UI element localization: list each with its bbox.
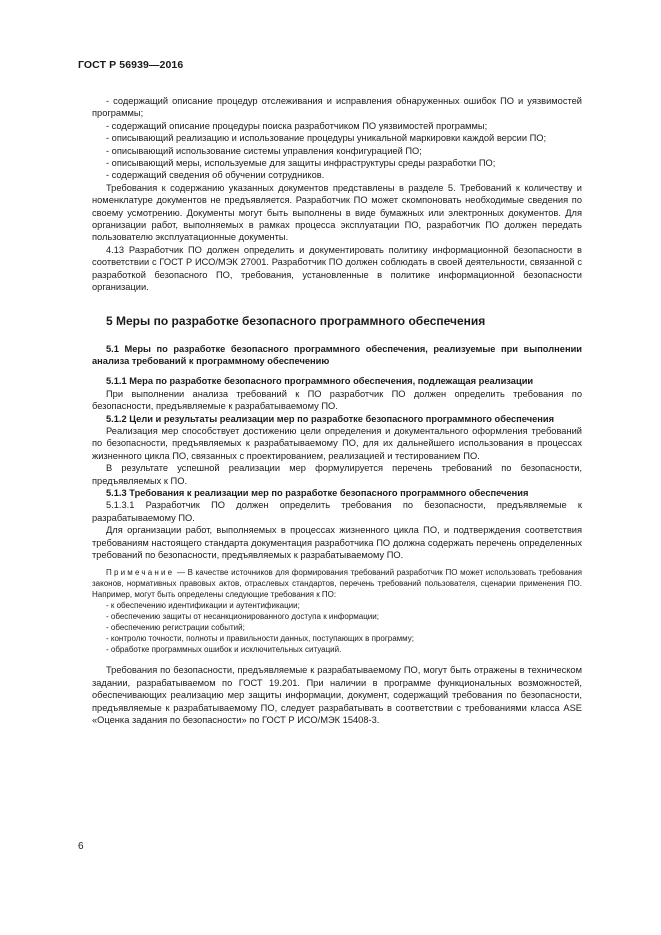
note-item: - обеспечению защиты от несанкционированного доступа к информации; [106,612,379,622]
clause-5-1-3-heading: 5.1.3 Требования к реализации мер по разработке безопасного программного обеспечения [106,487,529,498]
final-paragraph: Требования по безопасности, предъявляемые к разрабатываемому ПО, могут быть отражены в техническом задании, разрабатываемом по ГОСТ 19.201. При наличии в программе функциональных возможностей, обеспечивающих реализацию мер защиты информации, документ, содержащий требования по безопасности, предъявляемые к разрабатываемому ПО, следует разрабатывать в соответствии с требованиями класса ASE «Оценка задания по безопасности» по ГОСТ Р ИСО/МЭК 15408-3. [92,665,582,726]
list-item: - содержащий сведения об обучении сотрудников. [106,170,325,181]
note-item: - обработке программных ошибок и исключительных ситуаций. [106,645,342,655]
section-5-title: 5 Меры по разработке безопасного программного обеспечения [106,313,486,328]
document-header: ГОСТ Р 56939—2016 [78,59,184,71]
document-body [92,95,582,726]
clause-5-1-2-result: В результате успешной реализации мер формулируется перечень требований по безопасности, предъявляемых к ПО. [92,463,582,486]
list-item: - содержащий описание процедур отслеживания и исправления обнаруженных ошибок ПО и уязвимостей программы; [92,96,582,119]
note-item: - к обеспечению идентификации и аутентификации; [106,601,300,611]
note-item: - контролю точности, полноты и правильности данных, поступающих в программу; [106,634,414,644]
note-text [92,567,582,600]
note-label: Примечание [106,568,175,578]
list-item: - содержащий описание процедуры поиска разработчиком ПО уязвимостей программы; [106,120,488,131]
clause-5-1-2-text: Реализация мер способствует достижению цели определения и документального оформления требований по безопасности, предъявляемых к разрабатываемому ПО, для их дальнейшего использования в процессах жизненного цикла ПО, связанных с проектированием, реализацией и тестированием ПО. [92,425,582,461]
note-body: — В качестве источников для формирования требований разработчик ПО может использовать требования законов, нормативных правовых актов, отраслевых стандартов, перечень требований пользователя, сценарии применения ПО. Например, могут быть определены следующие требования к ПО: [92,568,582,600]
clause-5-1-1-text: При выполнении анализа требований к ПО разработчик ПО должен определить требования по безопасности, предъявляемые к разрабатываемому ПО. [92,388,582,412]
clause-5-1-heading: 5.1 Меры по разработке безопасного программного обеспечения, реализуемые при выполнении анализа требований к программному обеспечению [92,343,582,366]
paragraph-requirements: Требования к содержанию указанных документов представлены в разделе 5. Требований к количеству и номенклатуре документов не предъявляется. Разработчик ПО может скомпоновать необходимые сведения по своему усмотрению. Документы могут быть выполнены в виде бумажных или электронных документов. Для организации работ, выполняемых в рамках процесса эксплуатации ПО, разработчик ПО должен передать пользователю эксплуатационные документы. [92,182,582,243]
clause-5-1-3-1-text: Для организации работ, выполняемых в процессах жизненного цикла ПО, и подтверждения соответствия требованиям настоящего стандарта документация разработчика ПО должна содержать перечень определенных требований по безопасности, предъявляемых к разрабатываемому ПО. [92,525,582,560]
list-item: - описывающий реализацию и использование процедуры уникальной маркировки каждой версии ПО; [106,133,547,144]
page-number: 6 [78,841,84,852]
list-item: - описывающий использование системы управления конфигурацией ПО; [106,145,422,156]
clause-4-13: 4.13 Разработчик ПО должен определить и документировать политику информационной безопасности в соответствии с ГОСТ Р ИСО/МЭК 27001. Разработчик ПО должен соблюдать в своей деятельности, связанной с разработкой безопасного ПО, требования, установленные в политике информационной безопасности организации. [92,244,582,293]
clause-5-1-2-heading: 5.1.2 Цели и результаты реализации мер по разработке безопасного программного обеспечения [106,413,555,424]
note-item: - обеспечению регистрации событий; [106,623,245,633]
note-block [92,567,582,655]
clause-5-1-3-1: 5.1.3.1 Разработчик ПО должен определить требования по безопасности, предъявляемые к разрабатываемому ПО. [92,500,582,523]
clause-5-1-1-heading: 5.1.1 Мера по разработке безопасного программного обеспечения, подлежащая реализации [106,376,534,387]
list-item: - описывающий меры, используемые для защиты инфраструктуры среды разработки ПО; [106,158,496,169]
